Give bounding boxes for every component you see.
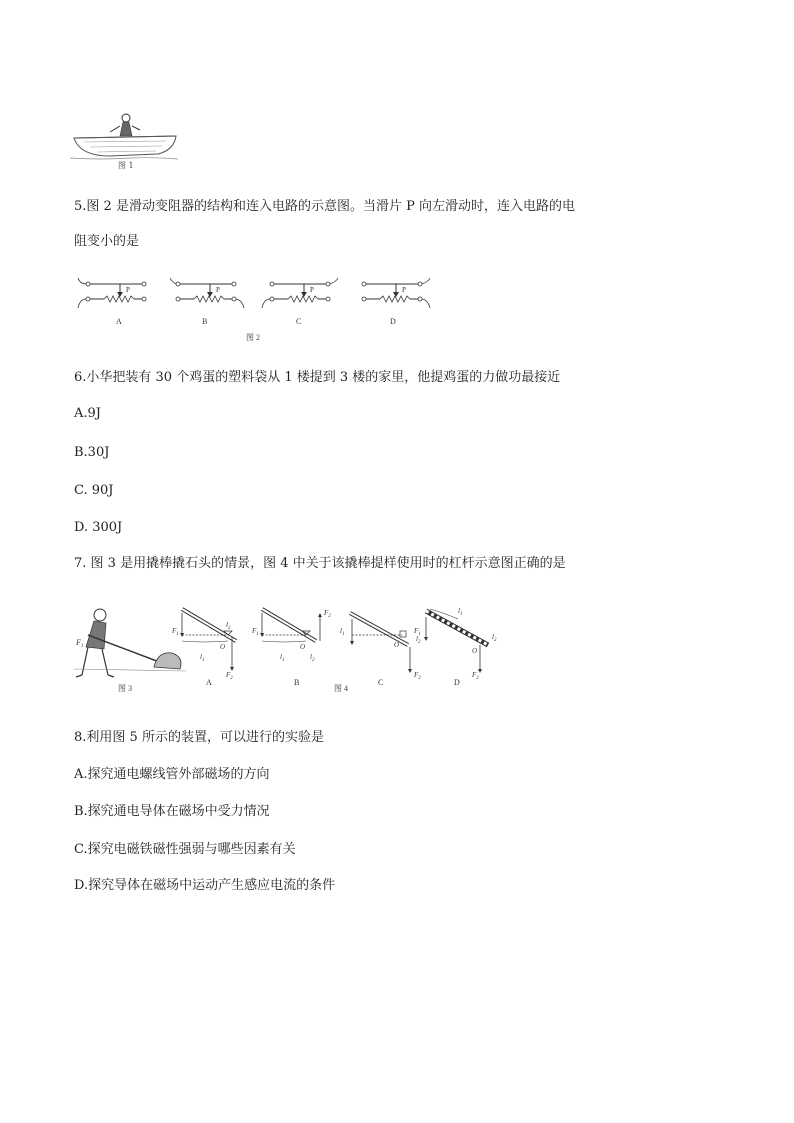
lever-b-o-label: O <box>300 643 306 651</box>
lever-d-f2-label: $F_2$ <box>472 671 479 681</box>
figures-3-4 <box>74 605 504 695</box>
option-label-d: D <box>390 317 396 326</box>
q8-option-a: A.探究通电螺线管外部磁场的方向 <box>74 767 270 782</box>
lever-a-f2-label: $F_2$ <box>226 671 233 681</box>
lever-c-f2-label: $F_2$ <box>414 671 421 681</box>
lever-b-l1-label: $l_1$ <box>280 653 285 663</box>
lever-b-l2-label: $l_2$ <box>310 653 315 663</box>
figure-2 <box>70 272 440 347</box>
figure-4-caption: 图 4 <box>334 684 348 693</box>
option-label-a: A <box>116 317 122 326</box>
figure-2-caption: 图 2 <box>246 333 260 342</box>
lever-b-f1-label: $F_1$ <box>252 627 259 637</box>
lever-diagrams <box>74 605 504 695</box>
lever-d-o-label: O <box>472 647 478 655</box>
option-label-b: B <box>202 317 208 326</box>
q5-stem-line2: 阻变小的是 <box>74 234 140 249</box>
q6-option-c: C. 90J <box>74 483 114 498</box>
q6-stem: 6.小华把装有 30 个鸡蛋的塑料袋从 1 楼提到 3 楼的家里，他提鸡蛋的力做功最接近 <box>74 370 561 385</box>
q7-stem: 7. 图 3 是用撬棒撬石头的情景，图 4 中关于该撬棒提样使用时的杠杆示意图正确的是 <box>74 556 566 571</box>
lever-d-l2-label: $l_2$ <box>492 633 497 643</box>
lever-b <box>260 609 322 642</box>
q6-option-d: D. 300J <box>74 520 123 535</box>
rheostat-slider-label: P <box>402 286 406 294</box>
lever-option-d: D <box>454 678 460 687</box>
lever-d-l1-label: $l_1$ <box>458 607 463 617</box>
q8-option-c: C.探究电磁铁磁性强弱与哪些因素有关 <box>74 842 296 857</box>
q8-option-b: B.探究通电导体在磁场中受力情况 <box>74 804 270 819</box>
lever-c <box>350 613 412 673</box>
rheostat-slider-label: P <box>216 286 220 294</box>
lever-b-f2-label: $F_2$ <box>324 609 331 619</box>
figure-3-caption: 图 3 <box>118 684 132 693</box>
figure-3-f1-label: $F_1$ <box>76 638 84 649</box>
lever-d-f1-label: $F_1$ <box>414 627 421 637</box>
lever-c-l2-label: $l_2$ <box>416 635 421 645</box>
lever-a <box>180 609 236 671</box>
figure-1-caption: 图 1 <box>118 161 134 170</box>
rheostat-diagrams <box>70 272 440 347</box>
lever-c-l1-label: $l_1$ <box>340 627 345 637</box>
lever-d <box>424 609 488 673</box>
lever-a-l2-label: $l_2$ <box>226 621 231 631</box>
lever-c-o-label: O <box>394 641 400 649</box>
rheostat-slider-label: P <box>310 286 314 294</box>
q6-option-b: B.30J <box>74 445 110 460</box>
figure-1 <box>70 112 180 172</box>
q6-option-a: A.9J <box>74 406 102 421</box>
figure-3-illustration <box>74 609 186 677</box>
lever-a-f1-label: $F_1$ <box>172 627 179 637</box>
lever-option-c: C <box>378 678 384 687</box>
q8-option-d: D.探究导体在磁场中运动产生感应电流的条件 <box>74 878 336 893</box>
lever-a-l1-label: $l_1$ <box>200 653 205 663</box>
q5-stem-line1: 5.图 2 是滑动变阻器的结构和连入电路的示意图。当滑片 P 向左滑动时，连入电路的电 <box>74 199 575 214</box>
rheostat-slider-label: P <box>126 286 130 294</box>
option-label-c: C <box>296 317 302 326</box>
lever-option-a: A <box>206 678 212 687</box>
lever-a-o-label: O <box>220 643 226 651</box>
lever-option-b: B <box>294 678 300 687</box>
q8-stem: 8.利用图 5 所示的装置，可以进行的实验是 <box>74 730 324 745</box>
boat-illustration <box>70 112 180 162</box>
